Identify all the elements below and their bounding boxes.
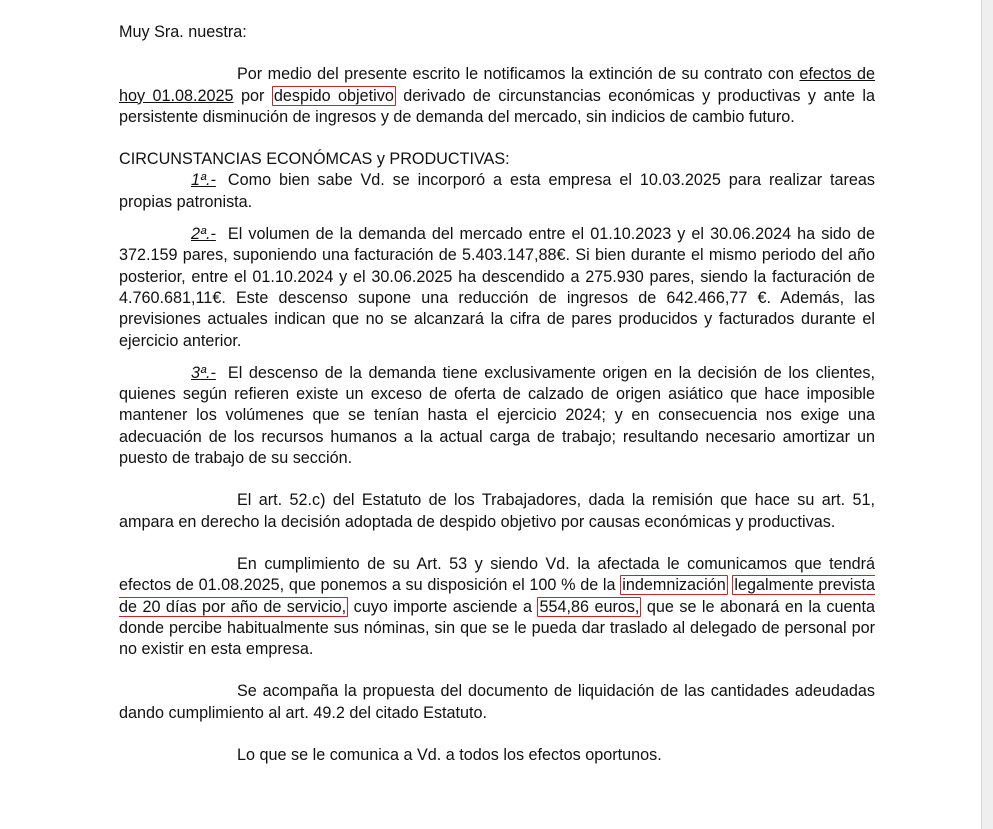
art52-paragraph: El art. 52.c) del Estatuto de los Trabajadores, dada la remisión que hace su art. 51, ampara en derecho la decisión adoptada de despido objetivo por causas económicas y productivas. — [119, 491, 875, 531]
point-1-label: 1ª.- — [191, 171, 216, 190]
effective-date: efectos de hoy 01.08.2025 — [119, 65, 876, 105]
settlement-paragraph: Se acompaña la propuesta del documento de liquidación de las cantidades adeudadas dando cumplimiento al art. 49.2 del citado Estatuto. — [119, 682, 875, 722]
point-3-text: El descenso de la demanda tiene exclusivamente origen en la decisión de los clientes, quienes según refieren existe un exceso de oferta de calzado de origen asiático que hace imposible mantener los volúmenes que se tenían hasta el ejercicio 2024; y en consecuencia nos exige una adecuación de los recursos humanos a la actual carga de trabajo; resultando necesario amortizar un puesto de trabajo de su sección. — [119, 363, 875, 468]
point-2 — [119, 224, 875, 352]
point-2-text: El volumen de la demanda del mercado entre el 01.10.2023 y el 30.06.2024 ha sido de 372.159 pares, suponiendo una facturación de 5.403.147,88€. Si bien durante el mismo periodo del año posterior, entre el 01.10.2024 y el 30.06.2025 ha descendido a 275.930 pares, siendo la facturación de 4.760.681,11€. Este descenso supone una reducción de ingresos de 642.466,77 €. Además, las previsiones actuales indican que no se alcanzará la cifra de pares producidos y facturados durante el ejercicio anterior. — [119, 225, 875, 350]
point-1 — [119, 170, 875, 213]
point-3-label: 3ª.- — [191, 363, 216, 382]
highlight-despido-objetivo: despido objetivo — [273, 86, 394, 105]
compensation-middle: cuyo importe asciende a — [353, 597, 532, 616]
compensation-intro: En cumplimiento de su Art. 53 y siendo Vd. la afectada le comunicamos que tendrá efectos de 01.08.2025, que ponemos a su disposición el 100 % de la — [119, 554, 875, 595]
intro-text: Por medio del presente escrito le notificamos la extinción de su contrato con — [237, 65, 794, 84]
salutation: Muy Sra. nuestra: — [119, 23, 247, 41]
viewer-edge — [982, 0, 993, 829]
intro-por: por — [241, 86, 265, 105]
highlight-indemnizacion: indemnización — [622, 576, 726, 595]
compensation-after: que se le abonará en la cuenta donde percibe habitualmente sus nóminas, sin que se le pueda dar traslado al delegado de personal por no existir en esta empresa. — [119, 597, 876, 659]
closing-paragraph: Lo que se le comunica a Vd. a todos los efectos oportunos. — [237, 746, 662, 765]
section-heading: CIRCUNSTANCIAS ECONÓMCAS y PRODUCTIVAS: — [119, 150, 510, 169]
highlight-legal-compensation: legalmente prevista de 20 días por año de servicio, — [119, 576, 875, 616]
point-1-text: Como bien sabe Vd. se incorporó a esta empresa el 10.03.2025 para realizar tareas propias patronista. — [119, 171, 875, 211]
point-3 — [119, 363, 875, 469]
intro-continuation: derivado de circunstancias económicas y productivas y ante la persistente disminución de ingresos y de demanda del mercado, sin indicios de cambio futuro. — [119, 86, 876, 126]
highlight-amount: 554,86 euros, — [539, 597, 640, 616]
letter-body — [119, 22, 875, 766]
point-2-label: 2ª.- — [191, 225, 216, 244]
compensation-paragraph — [119, 554, 875, 660]
intro-paragraph — [119, 64, 875, 128]
